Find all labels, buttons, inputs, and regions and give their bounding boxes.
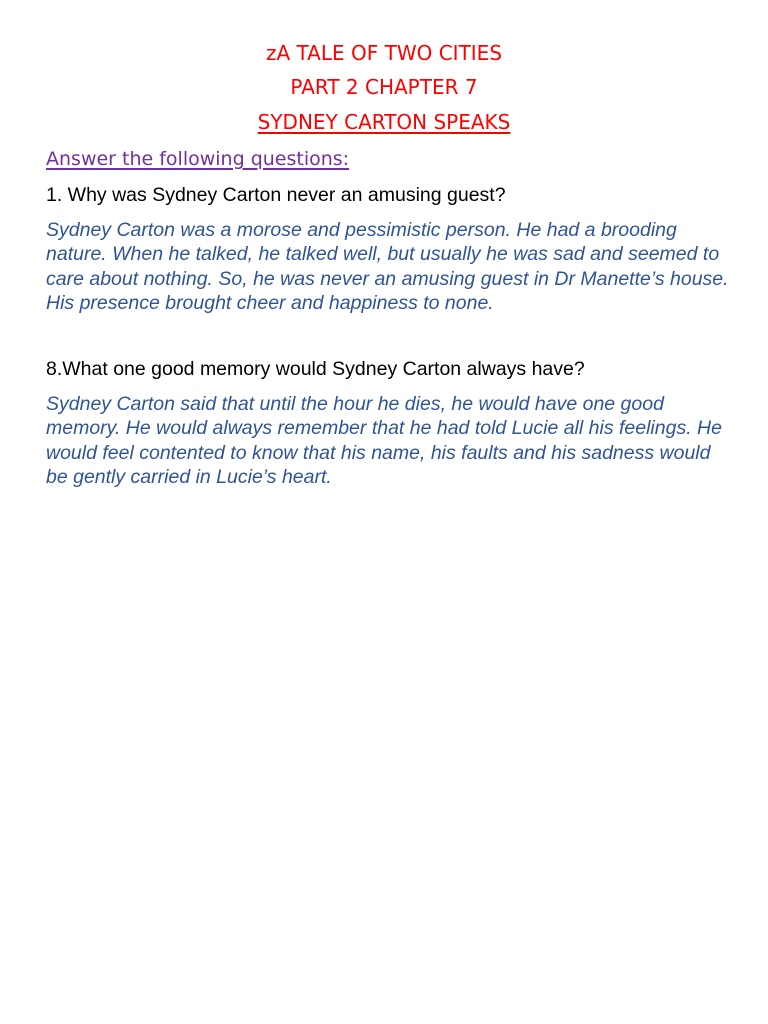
title-line-2: PART 2 CHAPTER 7 (290, 75, 478, 99)
chapter-title: SYDNEY CARTON SPEAKS (257, 110, 511, 134)
question-8: 8.What one good memory would Sydney Carton always have? (46, 358, 585, 380)
question-1: 1. Why was Sydney Carton never an amusing guest? (46, 184, 506, 206)
instruction-heading: Answer the following questions: (46, 148, 350, 170)
answer-8: Sydney Carton said that until the hour he dies, he would have one good memory. He would always remember that he had told Lucie all his feelings. He would feel contented to know that his name, his faults and his sadness would be gently carried in Lucie’s heart. (46, 393, 722, 488)
title-line-1: zA TALE OF TWO CITIES (265, 41, 503, 65)
answer-1: Sydney Carton was a morose and pessimistic person. He had a brooding nature. When he talked, he talked well, but usually he was sad and seemed to care about nothing. So, he was never an amusing guest in Dr Manette’s house. His presence brought cheer and happiness to none. (46, 219, 729, 314)
